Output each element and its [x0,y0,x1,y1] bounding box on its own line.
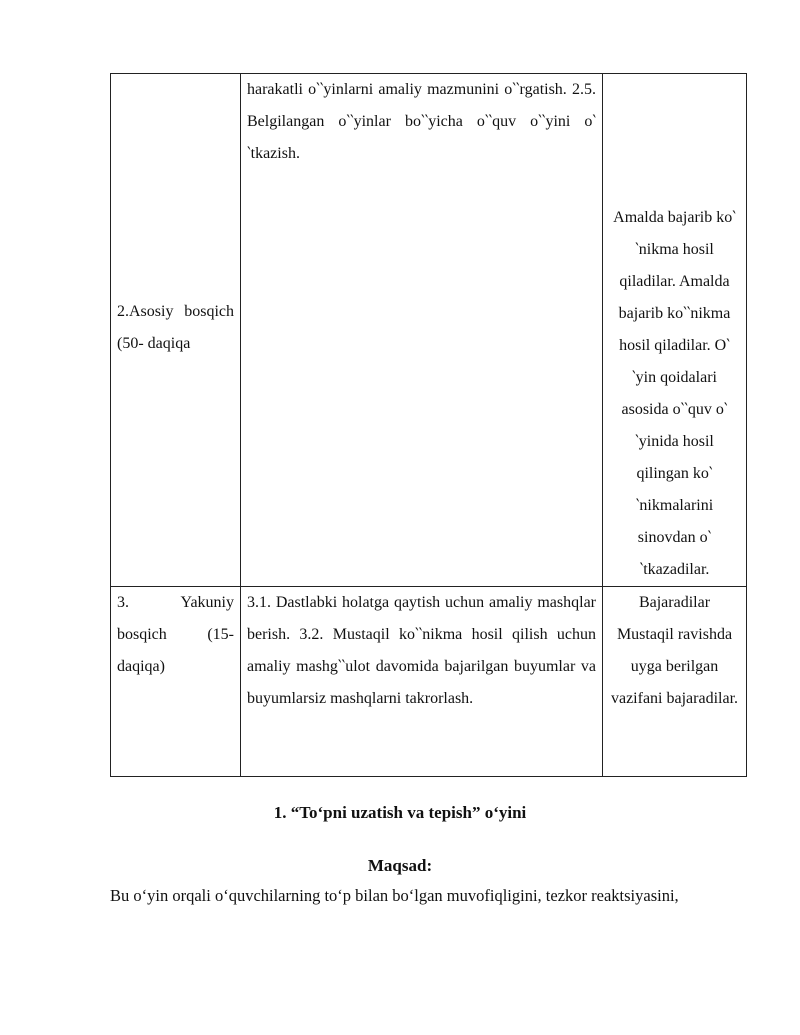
content-cell [241,587,603,777]
stage-text: 2.Asosiy bosqich (50- daqiqa [117,303,234,352]
stage-cell [111,587,241,777]
body-paragraph: Bu o‘yin orqali o‘quvchilarning to‘p bilan bo‘lgan muvofiqligini, tezkor reaktsiyasini, [110,886,679,905]
result-cell [603,74,747,587]
content-text: harakatli o‵‵yinlarni amaliy mazmunini o‵‵rgatish. 2.5. Belgilangan o‵‵yinlar bo‵‵yicha o‵‵quv o‵‵yini o‵‵tkazish. [247,81,596,162]
section-title: 1. “To‘pni uzatish va tepish” o‘yini [273,803,527,822]
table-row [111,587,747,777]
result-text: Bajaradilar Mustaqil ravishda uyga berilgan vazifani bajaradilar. [610,594,739,707]
stage-text: 3. Yakuniy bosqich (15- daqiqa) [117,594,234,675]
table-row [111,74,747,587]
stage-cell [111,74,241,587]
result-cell [603,587,747,777]
goal-heading: Maqsad: [367,856,433,875]
lesson-plan-table [110,73,747,777]
content-text: 3.1. Dastlabki holatga qaytish uchun amaliy mashqlar berish. 3.2. Mustaqil ko‵‵nikma hosil qilish uchun amaliy mashg‵‵ulot davomida bajarilgan buyumlar va buyumlarsiz mashqlarni takrorlash. [247,594,596,707]
content-cell [241,74,603,587]
result-text: Amalda bajarib ko‵‵nikma hosil qiladilar. Amalda bajarib ko‵‵nikma hosil qiladilar. O‵‵yin qoidalari asosida o‵‵quv o‵‵yinida hosil qilingan ko‵‵nikmalarini sinovdan o‵‵tkazadilar. [613,209,736,578]
